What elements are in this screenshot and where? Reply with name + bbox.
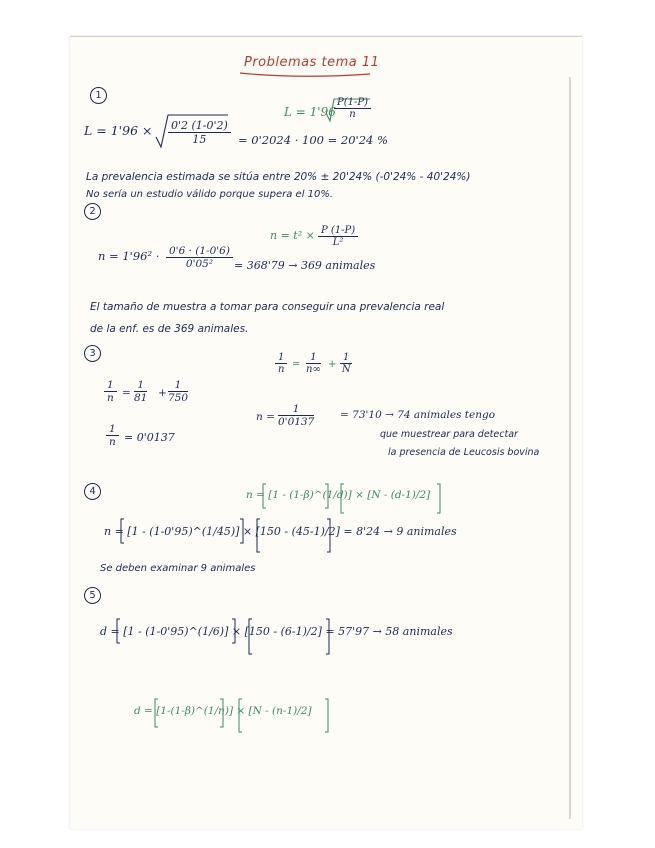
formula-green-2-num: P (1-P) xyxy=(318,225,358,237)
page-title: Problemas tema 11 xyxy=(244,55,380,70)
formula-green-3-eq: = xyxy=(292,359,301,370)
step1-3-c-num: 1 xyxy=(168,379,188,392)
step1-3-eq: = xyxy=(122,387,131,399)
notebook-page xyxy=(70,36,582,829)
calc-2-den: 0'05² xyxy=(185,258,214,270)
bracket-close-green-5b xyxy=(325,699,328,732)
formula-green-1-lhs: L = 1'96 xyxy=(284,105,336,119)
result-3-den: 0'0137 xyxy=(278,416,315,428)
step1-3-b-den: 81 xyxy=(134,392,148,404)
step1-3-b xyxy=(134,379,147,404)
bracket-close-green-4b xyxy=(437,484,440,513)
text-2-line-1: El tamaño de muestra a tomar para conseguir una prevalencia real xyxy=(90,301,445,313)
formula-green-2-frac xyxy=(318,225,358,248)
calc-5: d = [1 - (1-0'95)^(1/6)] × [150 - (6-1)/2] = 57'97 → 58 animales xyxy=(100,625,453,638)
formula-green-3-a xyxy=(275,352,287,375)
step2-3-frac xyxy=(106,423,119,448)
result-3-frac xyxy=(278,403,314,428)
problem-number-5: 5 xyxy=(84,587,101,604)
formula-green-3-c-den: N xyxy=(341,364,351,375)
formula-green-3-plus: + xyxy=(328,359,337,370)
formula-green-3-a-den: n xyxy=(277,364,285,375)
step1-3-a xyxy=(104,379,117,404)
title-underline xyxy=(240,73,370,76)
problem-number-2: 2 xyxy=(84,203,101,220)
calc-4: n = [1 - (1-0'95)^(1/45)] × [150 - (45-1)/2] = 8'24 → 9 animales xyxy=(104,525,457,538)
formula-green-3-b-num: 1 xyxy=(306,352,321,364)
text-1-line-2: No sería un estudio válido porque supera el 10%. xyxy=(86,189,334,200)
result-3-num: 1 xyxy=(278,403,314,416)
problem-number-3: 3 xyxy=(84,345,101,362)
step1-3-c-den: 750 xyxy=(168,392,189,404)
formula-green-3-c xyxy=(340,352,352,375)
calc-1-den: 15 xyxy=(192,133,207,146)
calc-1-num: 0'2 (1-0'2) xyxy=(168,119,231,133)
calc-2-frac xyxy=(166,245,233,270)
formula-green-2-lhs: n = t² × xyxy=(270,229,315,242)
formula-green-3-b-den: n∞ xyxy=(306,364,321,375)
text-1-line-1: La prevalencia estimada se sitúa entre 20% ± 20'24% (-0'24% - 40'24%) xyxy=(86,171,471,183)
step2-3-num: 1 xyxy=(106,423,119,436)
formula-green-1-den: n xyxy=(349,109,356,120)
formula-green-1-frac xyxy=(334,97,371,120)
formula-green-2-den: L² xyxy=(332,237,344,248)
step1-3-plus: + xyxy=(158,387,167,399)
text-3-line-2: la presencia de Leucosis bovina xyxy=(388,447,540,458)
result-3-lhs: n = xyxy=(256,411,275,423)
formula-green-3-b xyxy=(306,352,321,375)
problem-number-1: 1 xyxy=(90,87,107,104)
result-3-rhs: = 73'10 → 74 animales tengo xyxy=(340,409,496,421)
calc-1-rhs: = 0'2024 · 100 = 20'24 % xyxy=(238,133,388,147)
calc-2-num: 0'6 · (1-0'6) xyxy=(166,245,233,258)
text-2-line-2: de la enf. es de 369 animales. xyxy=(90,323,249,335)
calc-2-lhs: n = 1'96² · xyxy=(98,249,160,263)
formula-green-3-c-num: 1 xyxy=(340,352,352,364)
calc-1-lhs: L = 1'96 × xyxy=(84,123,153,138)
calc-1-frac xyxy=(168,119,231,146)
step1-3-c xyxy=(168,379,188,404)
step1-3-a-den: n xyxy=(106,392,114,404)
step2-3-den: n xyxy=(108,436,116,448)
step2-3-rhs: = 0'0137 xyxy=(124,431,175,444)
formula-green-1-num: P(1-P) xyxy=(334,97,371,109)
step1-3-a-num: 1 xyxy=(104,379,117,392)
formula-green-4: n = [1 - (1-β)^(1/d)] × [N - (d-1)/2] xyxy=(246,489,431,501)
step1-3-b-num: 1 xyxy=(134,379,147,392)
text-4-line-1: Se deben examinar 9 animales xyxy=(100,563,256,574)
text-3-line-1: que muestrear para detectar xyxy=(380,429,518,440)
formula-green-3-a-num: 1 xyxy=(275,352,287,364)
calc-2-rhs: = 368'79 → 369 animales xyxy=(234,259,376,272)
formula-green-5: d = [1-(1-β)^(1/n)] × [N - (n-1)/2] xyxy=(134,705,312,717)
problem-number-4: 4 xyxy=(84,483,101,500)
